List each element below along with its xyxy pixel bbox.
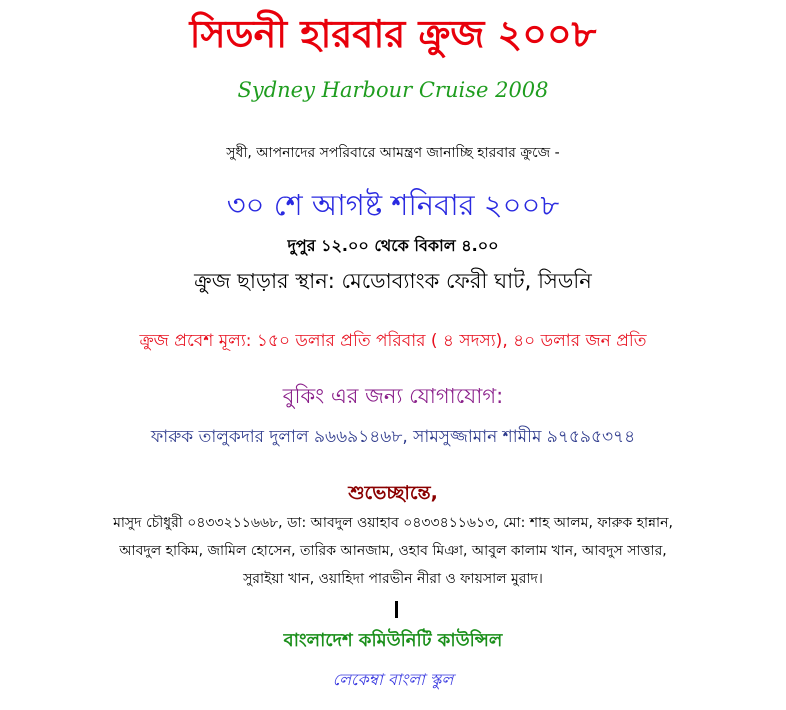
page-title: সিডনী হারবার ক্রুজ ২০০৮ [189,12,597,56]
organizer-names-line: সুরাইয়া খান, ওয়াহিদা পারভীন নীরা ও ফায়সাল মুরাদ। [243,571,543,587]
organizer-names-line: আবদুল হাকিম, জামিল হোসেন, তারিক আনজাম, ওহাব মিঞা, আবুল কালাম খান, আবদুস সাত্তার, [119,543,667,559]
school-name: লেকেম্বা বাংলা স্কুল [332,670,454,689]
event-venue: ক্রুজ ছাড়ার স্থান: মেডোব্যাংক ফেরী ঘাট, সিডনি [194,269,592,293]
regards-heading: শুভেচ্ছান্তে, [348,482,438,504]
divider-bar [395,601,398,618]
entry-fee: ক্রুজ প্রবেশ মূল্য: ১৫০ ডলার প্রতি পরিবার ( ৪ সদস্য), ৪০ ডলার জন প্রতি [139,331,647,351]
booking-contacts: ফারুক তালুকদার দুলাল ৯৬৬৯১৪৬৮, সামসুজ্জামান শামীম ৯৭৫৯৫৩৭৪ [150,427,636,447]
greeting-text: সুধী, আপনাদের সপরিবারে আমন্ত্রণ জানাচ্ছি হারবার ক্রুজে - [226,145,560,161]
page-subtitle: Sydney Harbour Cruise 2008 [237,78,549,102]
event-time: দুপুর ১২.০০ থেকে বিকাল ৪.০০ [287,236,499,255]
council-name: বাংলাদেশ কমিউনিটি কাউন্সিল [283,630,503,651]
organizer-names [0,509,786,593]
organizer-names-line: মাসুদ চৌধুরী ০৪৩৩২১১৬৬৮, ডা: আবদুল ওয়াহাব ০৪৩৩৪১১৬১৩, মো: শাহ আলম, ফারুক হান্নান, [113,515,673,531]
event-date: ৩০ শে আগষ্ট শনিবার ২০০৮ [226,188,560,222]
booking-heading: বুকিং এর জন্য যোগাযোগ: [282,384,504,408]
